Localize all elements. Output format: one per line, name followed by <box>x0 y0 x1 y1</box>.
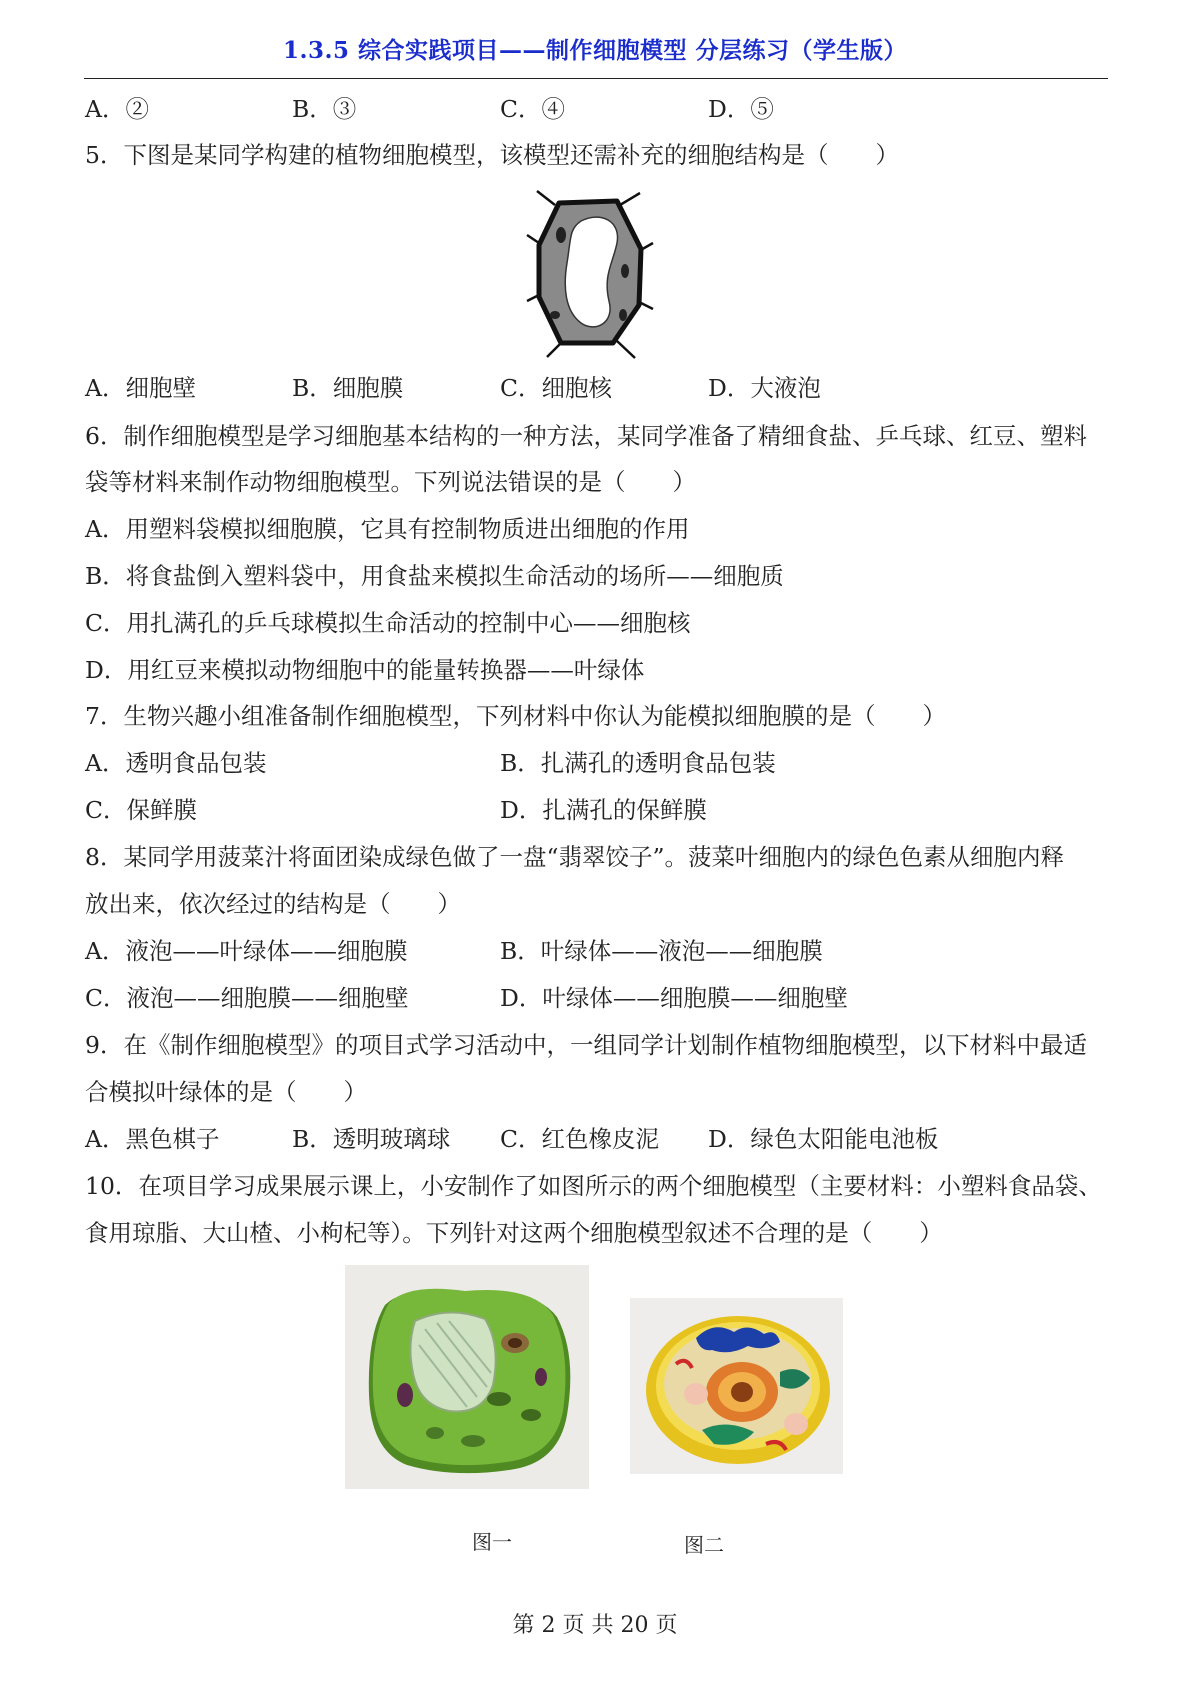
q6-option-c: C．用扎满孔的乒乓球模拟生命活动的控制中心——细胞核 <box>85 609 691 637</box>
q8-option-c: C．液泡——细胞膜——细胞壁 <box>85 984 409 1012</box>
q9-option-b: B．透明玻璃球 <box>292 1125 451 1153</box>
q5-stem: 5．下图是某同学构建的植物细胞模型，该模型还需补充的细胞结构是（ ） <box>85 141 899 169</box>
q8-option-d: D．叶绿体——细胞膜——细胞壁 <box>500 984 848 1012</box>
q6-stem-line-2: 袋等材料来制作动物细胞模型。下列说法错误的是（ ） <box>85 468 696 496</box>
q8-stem-line-2: 放出来，依次经过的结构是（ ） <box>85 890 461 918</box>
q9-option-c: C．红色橡皮泥 <box>500 1125 659 1153</box>
q10-stem-line-2: 食用琼脂、大山楂、小枸杞等）。下列针对这两个细胞模型叙述不合理的是（ ） <box>85 1219 943 1247</box>
q6-stem-line-1: 6．制作细胞模型是学习细胞基本结构的一种方法，某同学准备了精细食盐、乒乓球、红豆、塑料 <box>85 422 1087 450</box>
q7-option-c: C．保鲜膜 <box>85 796 197 824</box>
q5-option-a: A．细胞壁 <box>85 374 196 402</box>
plant-cell-model-photo <box>345 1265 589 1489</box>
q8-option-a: A．液泡——叶绿体——细胞膜 <box>85 937 408 965</box>
figure-2-caption: 图二 <box>684 1533 724 1557</box>
header-rule <box>84 78 1108 79</box>
figure-1-caption: 图一 <box>472 1530 512 1554</box>
q7-option-b: B．扎满孔的透明食品包装 <box>500 749 776 777</box>
document-header: 1.3.5 综合实践项目——制作细胞模型 分层练习（学生版） <box>282 37 908 64</box>
q4-option-c: C．④ <box>500 95 565 123</box>
q7-option-a: A．透明食品包装 <box>85 749 267 777</box>
animal-cell-model-photo <box>630 1298 843 1474</box>
page-footer: 第 2 页 共 20 页 <box>512 1613 678 1638</box>
q9-option-a: A．黑色棋子 <box>85 1125 220 1153</box>
q9-stem-line-1: 9．在《制作细胞模型》的项目式学习活动中，一组同学计划制作植物细胞模型，以下材料中最适 <box>85 1031 1087 1059</box>
q4-option-d: D．⑤ <box>708 95 774 123</box>
q5-option-c: C．细胞核 <box>500 374 612 402</box>
q8-option-b: B．叶绿体——液泡——细胞膜 <box>500 937 823 965</box>
q6-option-a: A．用塑料袋模拟细胞膜，它具有控制物质进出细胞的作用 <box>85 515 690 543</box>
q7-option-d: D．扎满孔的保鲜膜 <box>500 796 707 824</box>
q4-option-a: A．② <box>85 95 149 123</box>
q4-option-b: B．③ <box>292 95 357 123</box>
q9-stem-line-2: 合模拟叶绿体的是（ ） <box>85 1078 367 1106</box>
q9-option-d: D．绿色太阳能电池板 <box>708 1125 939 1153</box>
q6-option-d: D．用红豆来模拟动物细胞中的能量转换器——叶绿体 <box>85 656 645 684</box>
q10-stem-line-1: 10．在项目学习成果展示课上，小安制作了如图所示的两个细胞模型（主要材料：小塑料食品袋、 <box>85 1172 1102 1200</box>
q8-stem-line-1: 8．某同学用菠菜汁将面团染成绿色做了一盘“翡翠饺子”。菠菜叶细胞内的绿色色素从细胞内释 <box>85 843 1064 871</box>
q7-stem: 7．生物兴趣小组准备制作细胞模型，下列材料中你认为能模拟细胞膜的是（ ） <box>85 702 946 730</box>
q5-option-d: D．大液泡 <box>708 374 821 402</box>
q5-option-b: B．细胞膜 <box>292 374 404 402</box>
plant-cell-sketch <box>525 183 655 363</box>
q6-option-b: B．将食盐倒入塑料袋中，用食盐来模拟生命活动的场所——细胞质 <box>85 562 784 590</box>
